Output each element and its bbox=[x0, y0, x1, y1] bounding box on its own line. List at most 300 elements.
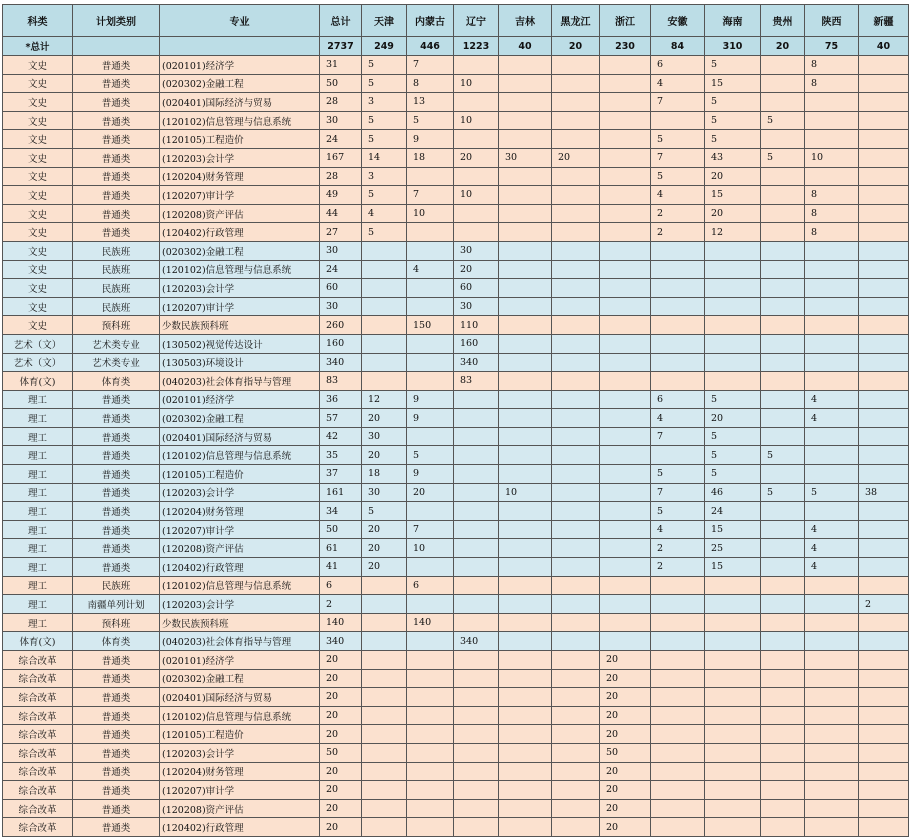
table-cell bbox=[407, 632, 454, 651]
table-cell bbox=[454, 483, 499, 502]
table-cell bbox=[552, 558, 600, 577]
table-row bbox=[3, 799, 909, 818]
table-cell bbox=[761, 93, 805, 112]
table-cell: (120203)会计学 bbox=[160, 279, 320, 298]
total-cell: 230 bbox=[600, 37, 651, 56]
table-cell: 27 bbox=[320, 223, 362, 242]
table-cell bbox=[805, 688, 859, 707]
table-cell bbox=[859, 558, 909, 577]
table-cell bbox=[552, 334, 600, 353]
table-cell bbox=[761, 595, 805, 614]
table-cell bbox=[499, 651, 552, 670]
table-cell bbox=[600, 595, 651, 614]
table-cell bbox=[454, 409, 499, 428]
table-cell bbox=[407, 669, 454, 688]
table-cell: 38 bbox=[859, 483, 909, 502]
table-cell bbox=[761, 130, 805, 149]
table-cell bbox=[454, 688, 499, 707]
table-cell bbox=[651, 725, 705, 744]
table-cell: (020401)国际经济与贸易 bbox=[160, 93, 320, 112]
table-cell bbox=[552, 613, 600, 632]
table-cell bbox=[859, 223, 909, 242]
table-cell bbox=[454, 465, 499, 484]
table-cell bbox=[805, 241, 859, 260]
table-cell bbox=[499, 465, 552, 484]
table-cell bbox=[454, 669, 499, 688]
table-cell bbox=[499, 576, 552, 595]
table-cell: 文史 bbox=[3, 204, 73, 223]
table-row bbox=[3, 56, 909, 75]
table-cell: 理工 bbox=[3, 520, 73, 539]
table-cell bbox=[362, 334, 407, 353]
table-row bbox=[3, 465, 909, 484]
table-cell bbox=[859, 613, 909, 632]
table-cell: 10 bbox=[454, 74, 499, 93]
table-cell: (120204)财务管理 bbox=[160, 762, 320, 781]
table-cell bbox=[859, 743, 909, 762]
table-cell bbox=[454, 651, 499, 670]
table-cell: 10 bbox=[454, 186, 499, 205]
table-cell bbox=[859, 781, 909, 800]
table-cell: 5 bbox=[705, 427, 761, 446]
table-cell bbox=[859, 818, 909, 837]
table-cell bbox=[362, 781, 407, 800]
table-cell: 20 bbox=[600, 762, 651, 781]
header-cell: 贵州 bbox=[761, 5, 805, 37]
table-cell bbox=[761, 372, 805, 391]
table-cell bbox=[859, 279, 909, 298]
table-cell: 4 bbox=[805, 520, 859, 539]
table-row bbox=[3, 167, 909, 186]
table-cell: (120102)信息管理与信息系统 bbox=[160, 446, 320, 465]
table-cell bbox=[805, 446, 859, 465]
table-cell: 30 bbox=[362, 483, 407, 502]
table-cell: 41 bbox=[320, 558, 362, 577]
table-cell bbox=[407, 706, 454, 725]
table-cell bbox=[651, 334, 705, 353]
table-cell bbox=[499, 390, 552, 409]
table-cell bbox=[805, 334, 859, 353]
table-cell bbox=[651, 669, 705, 688]
table-cell bbox=[859, 446, 909, 465]
table-cell bbox=[805, 316, 859, 335]
table-cell: 15 bbox=[705, 74, 761, 93]
table-cell bbox=[859, 74, 909, 93]
table-cell bbox=[499, 223, 552, 242]
table-cell: 24 bbox=[320, 130, 362, 149]
table-cell: 4 bbox=[362, 204, 407, 223]
table-cell bbox=[805, 576, 859, 595]
table-cell bbox=[705, 372, 761, 391]
table-cell bbox=[859, 56, 909, 75]
table-cell: 20 bbox=[320, 781, 362, 800]
table-cell bbox=[454, 613, 499, 632]
table-cell bbox=[600, 520, 651, 539]
table-cell bbox=[805, 93, 859, 112]
table-cell bbox=[362, 651, 407, 670]
table-cell bbox=[600, 279, 651, 298]
table-row bbox=[3, 613, 909, 632]
table-cell: 理工 bbox=[3, 427, 73, 446]
table-cell: 理工 bbox=[3, 576, 73, 595]
table-cell bbox=[859, 148, 909, 167]
table-cell bbox=[805, 706, 859, 725]
table-cell: 140 bbox=[320, 613, 362, 632]
table-cell: 20 bbox=[362, 539, 407, 558]
table-cell: 20 bbox=[600, 818, 651, 837]
table-cell bbox=[499, 74, 552, 93]
table-cell bbox=[705, 688, 761, 707]
table-cell: 普通类 bbox=[73, 651, 160, 670]
table-cell bbox=[407, 595, 454, 614]
table-cell: 30 bbox=[362, 427, 407, 446]
table-cell bbox=[761, 353, 805, 372]
table-cell: 5 bbox=[761, 446, 805, 465]
table-row bbox=[3, 93, 909, 112]
table-cell: 20 bbox=[600, 706, 651, 725]
table-cell bbox=[761, 279, 805, 298]
table-cell: 18 bbox=[407, 148, 454, 167]
table-cell: (020401)国际经济与贸易 bbox=[160, 427, 320, 446]
table-cell: 普通类 bbox=[73, 427, 160, 446]
table-cell: 12 bbox=[362, 390, 407, 409]
total-cell bbox=[160, 37, 320, 56]
table-cell: 民族班 bbox=[73, 260, 160, 279]
table-cell: (120203)会计学 bbox=[160, 743, 320, 762]
table-cell: 综合改革 bbox=[3, 818, 73, 837]
table-cell: 20 bbox=[454, 148, 499, 167]
table-row bbox=[3, 372, 909, 391]
table-cell bbox=[859, 390, 909, 409]
enrollment-plan-table bbox=[2, 4, 909, 837]
table-cell bbox=[805, 632, 859, 651]
table-cell bbox=[859, 167, 909, 186]
total-cell: 310 bbox=[705, 37, 761, 56]
table-cell bbox=[600, 539, 651, 558]
table-cell: 文史 bbox=[3, 93, 73, 112]
table-cell bbox=[552, 465, 600, 484]
table-cell: (120402)行政管理 bbox=[160, 818, 320, 837]
table-cell bbox=[552, 706, 600, 725]
table-cell bbox=[859, 539, 909, 558]
table-cell: (120102)信息管理与信息系统 bbox=[160, 260, 320, 279]
table-cell bbox=[362, 260, 407, 279]
table-cell: 28 bbox=[320, 167, 362, 186]
table-cell bbox=[705, 279, 761, 298]
table-cell bbox=[407, 223, 454, 242]
table-cell bbox=[552, 818, 600, 837]
table-cell bbox=[805, 279, 859, 298]
table-cell bbox=[651, 279, 705, 298]
table-cell bbox=[362, 706, 407, 725]
table-cell: 7 bbox=[651, 148, 705, 167]
table-cell: 340 bbox=[454, 632, 499, 651]
table-row bbox=[3, 595, 909, 614]
table-cell bbox=[600, 74, 651, 93]
table-cell: 4 bbox=[651, 409, 705, 428]
table-cell bbox=[552, 297, 600, 316]
table-row bbox=[3, 651, 909, 670]
table-cell bbox=[552, 483, 600, 502]
table-row bbox=[3, 688, 909, 707]
table-cell: 5 bbox=[362, 130, 407, 149]
table-cell: (120207)审计学 bbox=[160, 297, 320, 316]
table-cell: 6 bbox=[320, 576, 362, 595]
table-cell bbox=[805, 353, 859, 372]
table-cell: (120102)信息管理与信息系统 bbox=[160, 576, 320, 595]
table-cell bbox=[805, 427, 859, 446]
table-cell: 20 bbox=[600, 669, 651, 688]
table-cell bbox=[454, 502, 499, 521]
table-cell bbox=[407, 241, 454, 260]
table-cell: 340 bbox=[454, 353, 499, 372]
total-cell: 20 bbox=[552, 37, 600, 56]
table-cell bbox=[362, 688, 407, 707]
table-cell bbox=[805, 130, 859, 149]
table-cell bbox=[552, 204, 600, 223]
table-cell: (020302)金融工程 bbox=[160, 409, 320, 428]
table-cell bbox=[407, 781, 454, 800]
table-cell: 综合改革 bbox=[3, 669, 73, 688]
table-cell bbox=[651, 241, 705, 260]
table-cell: 20 bbox=[454, 260, 499, 279]
table-cell: 民族班 bbox=[73, 279, 160, 298]
table-cell: 文史 bbox=[3, 74, 73, 93]
table-cell bbox=[454, 167, 499, 186]
table-cell bbox=[454, 818, 499, 837]
table-cell: (120203)会计学 bbox=[160, 595, 320, 614]
table-cell: 民族班 bbox=[73, 297, 160, 316]
table-cell: 4 bbox=[407, 260, 454, 279]
table-cell bbox=[454, 427, 499, 446]
table-cell bbox=[552, 427, 600, 446]
table-cell bbox=[600, 372, 651, 391]
table-row bbox=[3, 446, 909, 465]
table-cell bbox=[407, 743, 454, 762]
table-cell bbox=[552, 279, 600, 298]
table-cell bbox=[859, 372, 909, 391]
table-cell bbox=[600, 465, 651, 484]
table-cell bbox=[499, 632, 552, 651]
table-cell bbox=[499, 353, 552, 372]
table-cell: 9 bbox=[407, 465, 454, 484]
table-cell bbox=[407, 818, 454, 837]
table-cell bbox=[499, 799, 552, 818]
table-cell: (020401)国际经济与贸易 bbox=[160, 688, 320, 707]
table-cell bbox=[600, 576, 651, 595]
table-cell: 15 bbox=[705, 186, 761, 205]
header-cell: 辽宁 bbox=[454, 5, 499, 37]
table-cell: 20 bbox=[320, 688, 362, 707]
table-cell bbox=[552, 186, 600, 205]
table-cell: 30 bbox=[320, 241, 362, 260]
table-cell: 20 bbox=[600, 688, 651, 707]
table-cell bbox=[454, 390, 499, 409]
table-cell: 理工 bbox=[3, 465, 73, 484]
table-cell bbox=[600, 186, 651, 205]
table-cell: 20 bbox=[552, 148, 600, 167]
table-cell bbox=[859, 576, 909, 595]
table-cell: (120102)信息管理与信息系统 bbox=[160, 111, 320, 130]
table-cell: 60 bbox=[454, 279, 499, 298]
table-cell bbox=[407, 799, 454, 818]
table-cell: 8 bbox=[805, 186, 859, 205]
total-cell: *总计 bbox=[3, 37, 73, 56]
table-cell bbox=[600, 111, 651, 130]
table-cell bbox=[761, 316, 805, 335]
table-cell: (120105)工程造价 bbox=[160, 465, 320, 484]
total-cell: 1223 bbox=[454, 37, 499, 56]
table-cell: 46 bbox=[705, 483, 761, 502]
table-cell: 5 bbox=[705, 446, 761, 465]
table-cell: 文史 bbox=[3, 56, 73, 75]
table-cell: 20 bbox=[362, 409, 407, 428]
table-cell bbox=[552, 316, 600, 335]
table-cell: 30 bbox=[499, 148, 552, 167]
table-cell bbox=[805, 465, 859, 484]
table-cell: 7 bbox=[407, 186, 454, 205]
table-cell bbox=[362, 316, 407, 335]
table-cell: 24 bbox=[320, 260, 362, 279]
table-cell: 普通类 bbox=[73, 781, 160, 800]
table-cell bbox=[859, 130, 909, 149]
table-cell bbox=[705, 706, 761, 725]
table-cell bbox=[761, 818, 805, 837]
table-cell: 南疆单列计划 bbox=[73, 595, 160, 614]
table-cell: 57 bbox=[320, 409, 362, 428]
table-cell bbox=[552, 223, 600, 242]
table-cell: 25 bbox=[705, 539, 761, 558]
table-cell bbox=[499, 706, 552, 725]
table-cell: 文史 bbox=[3, 167, 73, 186]
table-cell: 5 bbox=[651, 502, 705, 521]
table-cell bbox=[407, 334, 454, 353]
table-cell: 8 bbox=[805, 74, 859, 93]
table-cell bbox=[362, 762, 407, 781]
table-cell bbox=[651, 372, 705, 391]
table-cell bbox=[552, 390, 600, 409]
table-cell bbox=[859, 706, 909, 725]
table-cell bbox=[552, 576, 600, 595]
table-cell: 普通类 bbox=[73, 390, 160, 409]
table-cell: 综合改革 bbox=[3, 799, 73, 818]
table-cell: 5 bbox=[362, 74, 407, 93]
table-row bbox=[3, 483, 909, 502]
table-cell bbox=[761, 576, 805, 595]
table-cell bbox=[552, 130, 600, 149]
total-cell: 249 bbox=[362, 37, 407, 56]
table-cell bbox=[805, 651, 859, 670]
table-cell: (020302)金融工程 bbox=[160, 669, 320, 688]
table-cell bbox=[761, 762, 805, 781]
table-cell: 5 bbox=[705, 465, 761, 484]
table-cell: 文史 bbox=[3, 148, 73, 167]
table-cell: 艺术类专业 bbox=[73, 334, 160, 353]
table-cell bbox=[552, 372, 600, 391]
table-cell bbox=[407, 725, 454, 744]
table-cell: 预科班 bbox=[73, 316, 160, 335]
table-cell bbox=[499, 613, 552, 632]
table-cell bbox=[705, 651, 761, 670]
total-cell: 40 bbox=[499, 37, 552, 56]
table-row bbox=[3, 130, 909, 149]
table-row bbox=[3, 316, 909, 335]
table-row bbox=[3, 260, 909, 279]
table-cell: (020101)经济学 bbox=[160, 651, 320, 670]
table-cell bbox=[859, 204, 909, 223]
table-cell: 2 bbox=[859, 595, 909, 614]
header-cell: 天津 bbox=[362, 5, 407, 37]
table-cell bbox=[761, 688, 805, 707]
table-cell: 13 bbox=[407, 93, 454, 112]
table-cell: 7 bbox=[651, 483, 705, 502]
table-cell: 8 bbox=[407, 74, 454, 93]
table-cell: 20 bbox=[362, 520, 407, 539]
table-cell: 4 bbox=[805, 558, 859, 577]
table-cell bbox=[499, 539, 552, 558]
table-cell bbox=[805, 372, 859, 391]
table-cell: (120208)资产评估 bbox=[160, 539, 320, 558]
table-cell bbox=[651, 706, 705, 725]
table-cell bbox=[705, 334, 761, 353]
table-cell bbox=[761, 204, 805, 223]
table-cell bbox=[651, 316, 705, 335]
table-cell bbox=[362, 297, 407, 316]
table-cell: 理工 bbox=[3, 558, 73, 577]
table-cell: 普通类 bbox=[73, 465, 160, 484]
table-cell bbox=[499, 558, 552, 577]
table-cell: 4 bbox=[651, 520, 705, 539]
table-cell: 5 bbox=[407, 446, 454, 465]
table-cell bbox=[651, 632, 705, 651]
table-cell bbox=[454, 446, 499, 465]
table-cell: 文史 bbox=[3, 186, 73, 205]
table-cell bbox=[859, 427, 909, 446]
table-cell bbox=[362, 241, 407, 260]
table-cell: 综合改革 bbox=[3, 743, 73, 762]
table-cell bbox=[651, 297, 705, 316]
table-cell bbox=[651, 576, 705, 595]
table-cell bbox=[859, 502, 909, 521]
table-cell bbox=[600, 260, 651, 279]
table-cell bbox=[761, 334, 805, 353]
table-cell: 10 bbox=[407, 539, 454, 558]
table-row bbox=[3, 706, 909, 725]
table-cell: 综合改革 bbox=[3, 725, 73, 744]
table-cell bbox=[705, 743, 761, 762]
table-cell: 8 bbox=[805, 223, 859, 242]
table-cell: 28 bbox=[320, 93, 362, 112]
table-cell: 7 bbox=[407, 520, 454, 539]
table-cell: 艺术类专业 bbox=[73, 353, 160, 372]
table-cell: 5 bbox=[761, 483, 805, 502]
table-cell: 普通类 bbox=[73, 148, 160, 167]
table-row bbox=[3, 297, 909, 316]
total-cell: 84 bbox=[651, 37, 705, 56]
table-row bbox=[3, 223, 909, 242]
table-cell: 5 bbox=[705, 93, 761, 112]
table-cell: 普通类 bbox=[73, 818, 160, 837]
table-cell bbox=[600, 483, 651, 502]
table-cell bbox=[859, 465, 909, 484]
header-cell: 总计 bbox=[320, 5, 362, 37]
total-cell: 75 bbox=[805, 37, 859, 56]
table-cell: 6 bbox=[651, 56, 705, 75]
table-cell: 理工 bbox=[3, 539, 73, 558]
table-cell bbox=[552, 260, 600, 279]
table-cell: 艺术（文） bbox=[3, 334, 73, 353]
table-cell bbox=[805, 818, 859, 837]
